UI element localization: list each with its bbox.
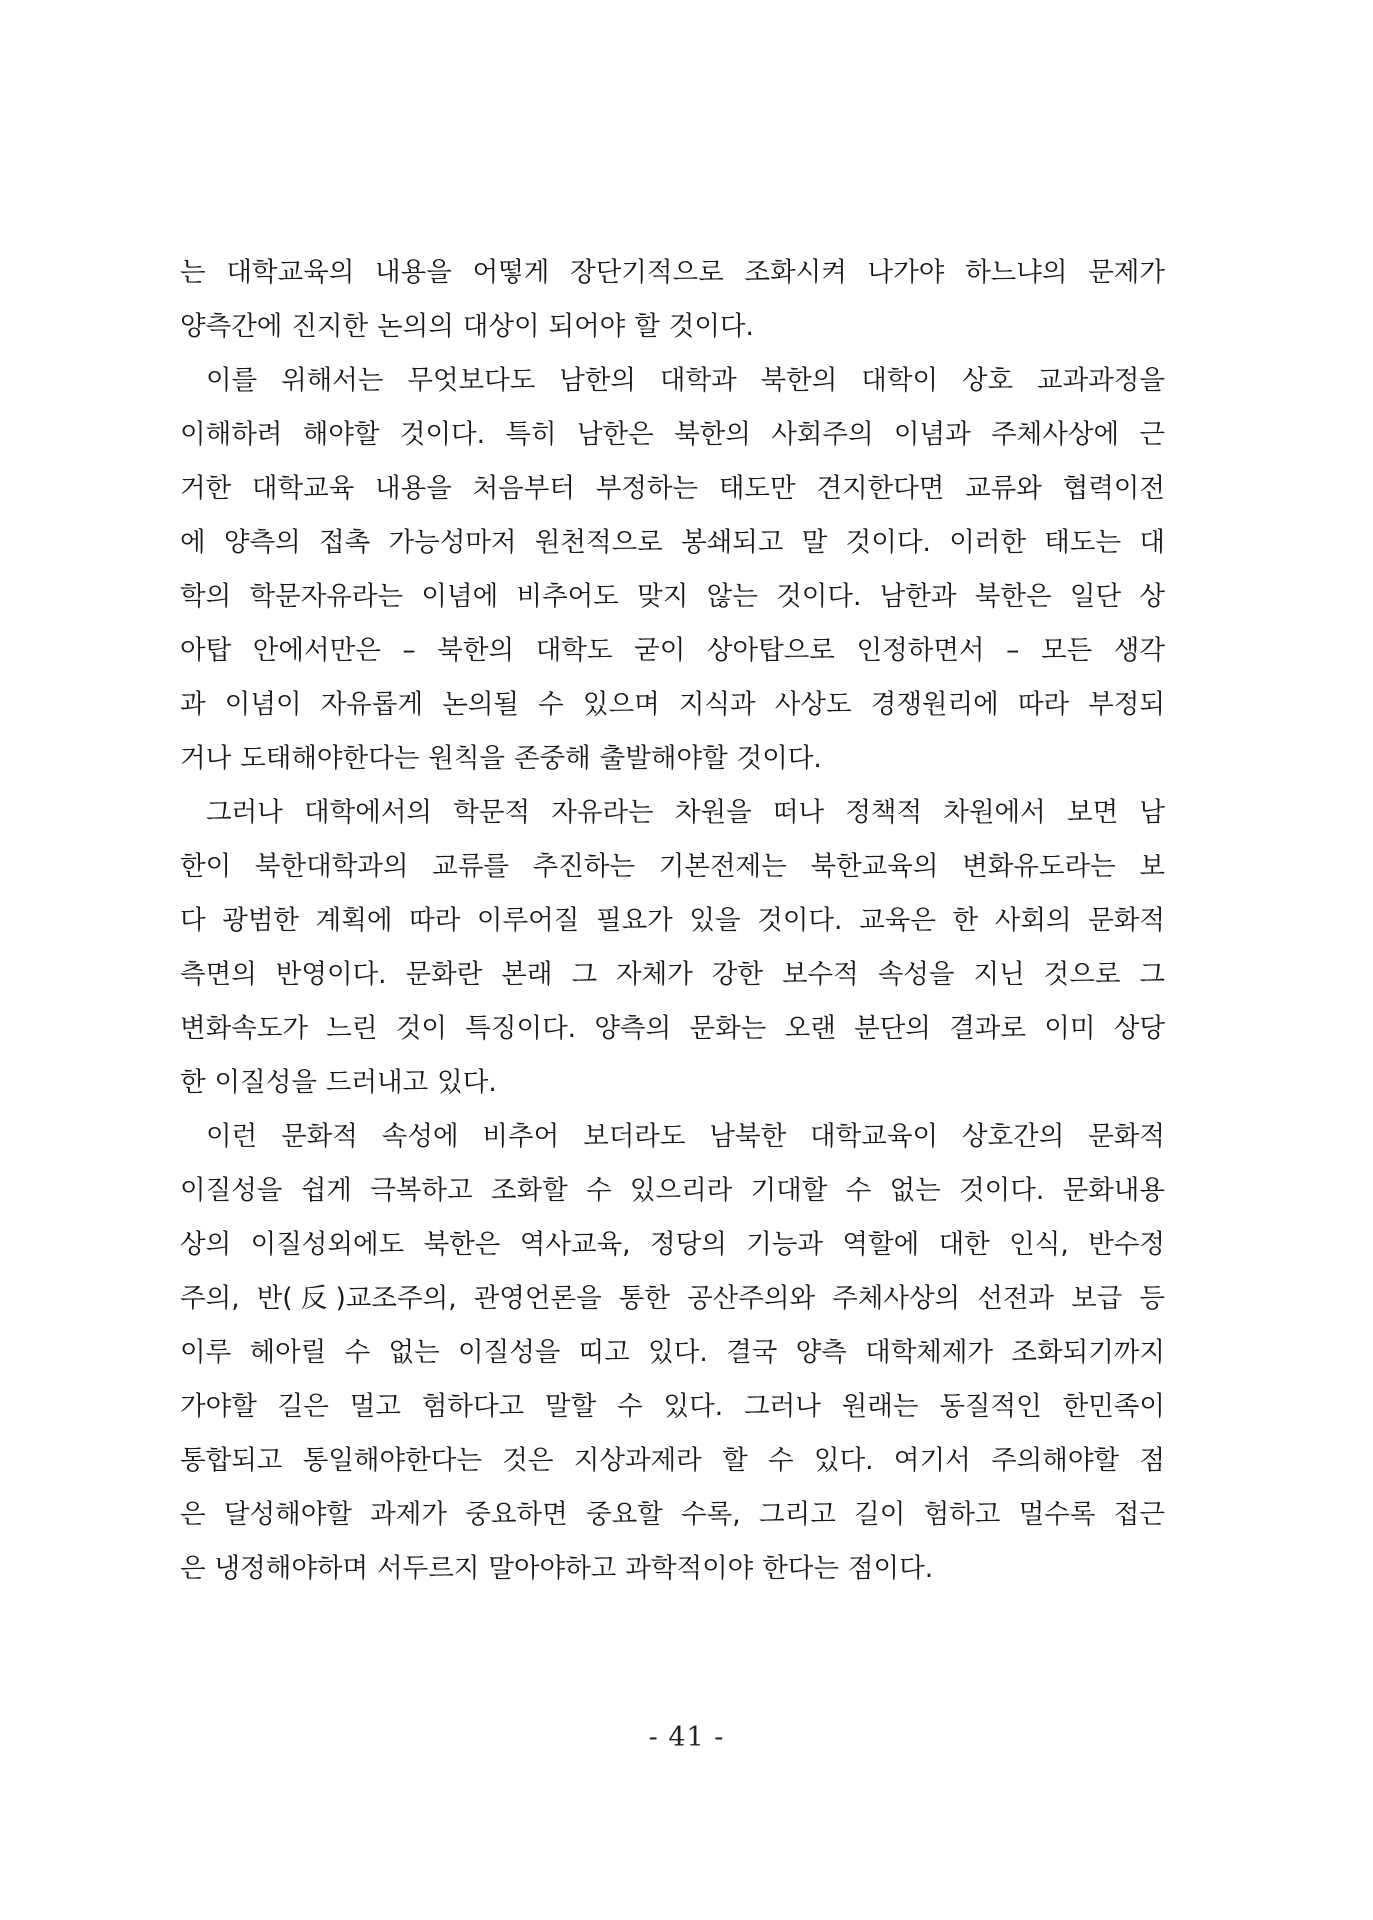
text-line: 이해하려 해야할 것이다. 특히 남한은 북한의 사회주의 이념과 주체사상에 근	[180, 419, 1165, 450]
text-line: 이루 헤아릴 수 없는 이질성을 띠고 있다. 결국 양측 대학체제가 조화되기까지	[180, 1337, 1165, 1368]
text-line: 측면의 반영이다. 문화란 본래 그 자체가 강한 보수적 속성을 지닌 것으로 그	[180, 959, 1165, 990]
text-line: 한이 북한대학과의 교류를 추진하는 기본전제는 북한교육의 변화유도라는 보	[180, 851, 1165, 882]
text-line: 그러나 대학에서의 학문적 자유라는 차원을 떠나 정책적 차원에서 보면 남	[206, 797, 1165, 828]
text-line: 에 양측의 접촉 가능성마저 원천적으로 봉쇄되고 말 것이다. 이러한 태도는 대	[180, 527, 1165, 558]
text-line: 상의 이질성외에도 북한은 역사교육, 정당의 기능과 역할에 대한 인식, 반수정	[180, 1229, 1165, 1260]
text-line: 학의 학문자유라는 이념에 비추어도 맞지 않는 것이다. 남한과 북한은 일단 상	[180, 581, 1165, 612]
text-line: 다 광범한 계획에 따라 이루어질 필요가 있을 것이다. 교육은 한 사회의 문화적	[180, 905, 1165, 936]
paragraph-3	[180, 786, 1165, 1110]
paragraph-1	[180, 246, 1165, 354]
text-line: 은 냉정해야하며 서두르지 말아야하고 과학적이야 한다는 점이다.	[180, 1553, 934, 1584]
page-number: - 41 -	[648, 1722, 725, 1753]
text-line: 가야할 길은 멀고 험하다고 말할 수 있다. 그러나 원래는 동질적인 한민족이	[180, 1391, 1165, 1422]
text-line: 이질성을 쉽게 극복하고 조화할 수 있으리라 기대할 수 없는 것이다. 문화내용	[180, 1175, 1165, 1206]
text-line: 거한 대학교육 내용을 처음부터 부정하는 태도만 견지한다면 교류와 협력이전	[180, 473, 1165, 504]
text-line: 이런 문화적 속성에 비추어 보더라도 남북한 대학교육이 상호간의 문화적	[206, 1121, 1165, 1152]
text-line: 은 달성해야할 과제가 중요하면 중요할 수록, 그리고 길이 험하고 멀수록 접근	[180, 1499, 1165, 1530]
text-line: 한 이질성을 드러내고 있다.	[180, 1067, 497, 1098]
text-line: 아탑 안에서만은 – 북한의 대학도 굳이 상아탑으로 인정하면서 – 모든 생각	[180, 635, 1165, 666]
paragraph-2	[180, 354, 1165, 786]
text-line: 주의, 반(反)교조주의, 관영언론을 통한 공산주의와 주체사상의 선전과 보급 등	[180, 1283, 1165, 1314]
body-text	[180, 246, 1165, 1596]
text-line: 통합되고 통일해야한다는 것은 지상과제라 할 수 있다. 여기서 주의해야할 점	[180, 1445, 1165, 1476]
text-line: 변화속도가 느린 것이 특징이다. 양측의 문화는 오랜 분단의 결과로 이미 상당	[180, 1013, 1165, 1044]
text-line: 과 이념이 자유롭게 논의될 수 있으며 지식과 사상도 경쟁원리에 따라 부정되	[180, 689, 1165, 720]
text-line: 는 대학교육의 내용을 어떻게 장단기적으로 조화시켜 나가야 하느냐의 문제가	[180, 257, 1165, 288]
text-line: 이를 위해서는 무엇보다도 남한의 대학과 북한의 대학이 상호 교과과정을	[206, 365, 1165, 396]
text-line: 거나 도태해야한다는 원칙을 존중해 출발해야할 것이다.	[180, 743, 822, 774]
paragraph-4	[180, 1110, 1165, 1596]
text-line: 양측간에 진지한 논의의 대상이 되어야 할 것이다.	[180, 311, 754, 342]
